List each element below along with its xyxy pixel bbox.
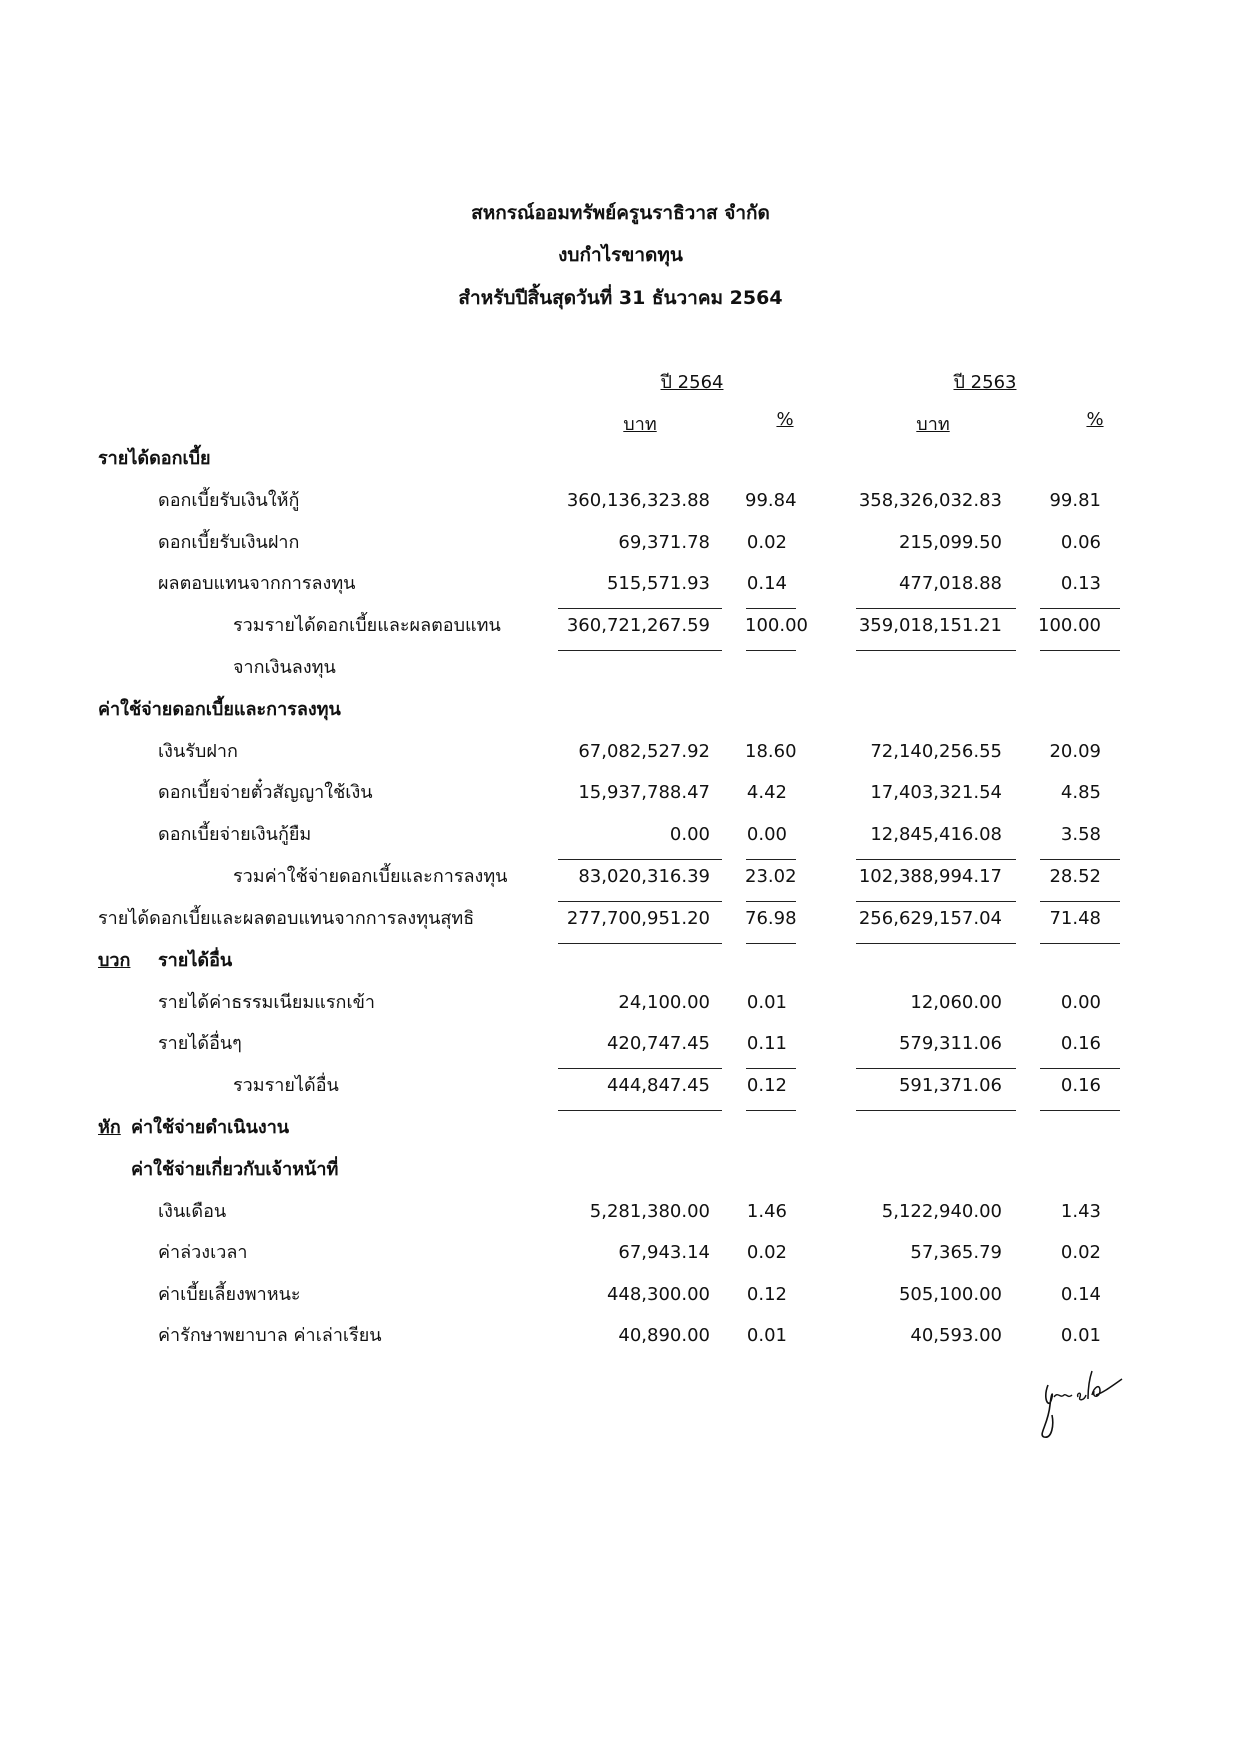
pct-2563: 4.85 — [1060, 782, 1101, 803]
total-row-interest-income — [0, 605, 1241, 647]
row-label: ดอกเบี้ยจ่ายตั๋วสัญญาใช้เงิน — [158, 782, 373, 803]
amount-2563: 215,099.50 — [898, 532, 1002, 553]
pct-2564: 0.11 — [746, 1033, 787, 1054]
section-title: ค่าใช้จ่ายดอกเบี้ยและการลงทุน — [98, 699, 341, 720]
section-interest-income — [0, 438, 1241, 480]
amount-2564: 67,082,527.92 — [578, 741, 710, 762]
col-pct-2563: % — [1086, 409, 1104, 430]
row-label: รายได้อื่นๆ — [158, 1033, 242, 1054]
amount-2563: 579,311.06 — [898, 1033, 1002, 1054]
row-label: ดอกเบี้ยรับเงินฝาก — [158, 532, 300, 553]
pct-2563: 0.06 — [1060, 532, 1101, 553]
pct-2564: 99.84 — [745, 490, 797, 511]
amount-2563: 17,403,321.54 — [870, 782, 1002, 803]
amount-2563: 102,388,994.17 — [858, 866, 1002, 887]
section-interest-expense — [0, 689, 1241, 731]
pct-2564: 0.12 — [746, 1284, 787, 1305]
amount-2563: 358,326,032.83 — [858, 490, 1002, 511]
pct-2564: 0.01 — [746, 992, 787, 1013]
total-row-interest-expense — [0, 856, 1241, 898]
row-label: เงินเดือน — [158, 1201, 227, 1222]
amount-2563: 12,060.00 — [910, 992, 1002, 1013]
table-row — [0, 563, 1241, 605]
amount-2564: 69,371.78 — [618, 532, 710, 553]
section-title: รายได้ดอกเบี้ย — [98, 448, 211, 469]
pct-2563: 100.00 — [1038, 615, 1101, 636]
section-title: รายได้อื่น — [158, 950, 233, 971]
row-label: เงินรับฝาก — [158, 741, 238, 762]
pct-2563: 3.58 — [1060, 824, 1101, 845]
row-label: รวมรายได้อื่น — [233, 1075, 339, 1096]
total-row-other-income — [0, 1065, 1241, 1107]
signature-icon — [1030, 1365, 1130, 1440]
pct-2564: 4.42 — [746, 782, 787, 803]
amount-2563: 40,593.00 — [910, 1325, 1002, 1346]
amount-2563: 505,100.00 — [898, 1284, 1002, 1305]
section-prefix-less: หัก — [98, 1117, 121, 1138]
pct-2563: 20.09 — [1049, 741, 1101, 762]
col-baht-2563: บาท — [916, 414, 950, 435]
amount-2564: 448,300.00 — [606, 1284, 710, 1305]
table-row — [0, 1023, 1241, 1065]
row-label: ค่าล่วงเวลา — [158, 1242, 248, 1263]
pct-2563: 0.16 — [1060, 1075, 1101, 1096]
row-label: ค่าเบี้ยเลี้ยงพาหนะ — [158, 1284, 301, 1305]
subsection-staff-expense — [0, 1149, 1241, 1191]
amount-2563: 256,629,157.04 — [858, 908, 1002, 929]
pct-2564: 0.01 — [746, 1325, 787, 1346]
org-name: สหกรณ์ออมทรัพย์ครูนราธิวาส จำกัด — [471, 202, 770, 224]
table-row — [0, 982, 1241, 1024]
row-label: ดอกเบี้ยจ่ายเงินกู้ยืม — [158, 824, 312, 845]
table-row — [0, 1191, 1241, 1233]
amount-2564: 277,700,951.20 — [566, 908, 710, 929]
statement-period: สำหรับปีสิ้นสุดวันที่ 31 ธันวาคม 2564 — [458, 287, 783, 309]
pct-2563: 1.43 — [1060, 1201, 1101, 1222]
table-row — [0, 814, 1241, 856]
table-row — [0, 731, 1241, 773]
amount-2564: 515,571.93 — [606, 573, 710, 594]
pct-2563: 0.00 — [1060, 992, 1101, 1013]
amount-2564: 83,020,316.39 — [578, 866, 710, 887]
col-year-2564: ปี 2564 — [660, 372, 724, 393]
pct-2563: 0.16 — [1060, 1033, 1101, 1054]
amount-2563: 72,140,256.55 — [870, 741, 1002, 762]
table-row — [0, 1315, 1241, 1357]
pct-2564: 0.14 — [746, 573, 787, 594]
statement-title: งบกำไรขาดทุน — [558, 244, 683, 266]
amount-2564: 15,937,788.47 — [578, 782, 710, 803]
pct-2563: 0.01 — [1060, 1325, 1101, 1346]
row-label: ดอกเบี้ยรับเงินให้กู้ — [158, 490, 300, 511]
row-label: จากเงินลงทุน — [233, 657, 336, 678]
amount-2564: 420,747.45 — [606, 1033, 710, 1054]
row-label: รวมรายได้ดอกเบี้ยและผลตอบแทน — [233, 615, 501, 636]
pct-2563: 28.52 — [1049, 866, 1101, 887]
section-other-income — [0, 940, 1241, 982]
amount-2564: 360,721,267.59 — [566, 615, 710, 636]
pct-2563: 0.02 — [1060, 1242, 1101, 1263]
amount-2563: 477,018.88 — [898, 573, 1002, 594]
table-row — [0, 480, 1241, 522]
table-row — [0, 1274, 1241, 1316]
pct-2564: 18.60 — [745, 741, 797, 762]
pct-2563: 71.48 — [1049, 908, 1101, 929]
amount-2564: 24,100.00 — [618, 992, 710, 1013]
amount-2563: 591,371.06 — [898, 1075, 1002, 1096]
pct-2564: 1.46 — [746, 1201, 787, 1222]
section-operating-expense — [0, 1107, 1241, 1149]
row-label: ค่ารักษาพยาบาล ค่าเล่าเรียน — [158, 1325, 382, 1346]
amount-2564: 40,890.00 — [618, 1325, 710, 1346]
amount-2564: 360,136,323.88 — [566, 490, 710, 511]
table-row — [0, 772, 1241, 814]
pct-2564: 0.02 — [746, 1242, 787, 1263]
row-label: รายได้ดอกเบี้ยและผลตอบแทนจากการลงทุนสุทธิ — [98, 908, 475, 929]
amount-2563: 359,018,151.21 — [858, 615, 1002, 636]
col-year-2563: ปี 2563 — [953, 372, 1017, 393]
pct-2564: 0.02 — [746, 532, 787, 553]
pct-2564: 0.00 — [746, 824, 787, 845]
subsection-title: ค่าใช้จ่ายเกี่ยวกับเจ้าหน้าที่ — [131, 1159, 339, 1180]
pct-2564: 23.02 — [745, 866, 797, 887]
amount-2564: 0.00 — [669, 824, 710, 845]
row-label: รายได้ค่าธรรมเนียมแรกเข้า — [158, 992, 376, 1013]
amount-2564: 67,943.14 — [618, 1242, 710, 1263]
col-pct-2564: % — [776, 409, 794, 430]
table-row — [0, 1232, 1241, 1274]
pct-2563: 0.14 — [1060, 1284, 1101, 1305]
net-interest-row — [0, 898, 1241, 940]
total-row-continuation — [0, 647, 1241, 689]
table-row — [0, 522, 1241, 564]
amount-2563: 5,122,940.00 — [881, 1201, 1002, 1222]
amount-2564: 5,281,380.00 — [589, 1201, 710, 1222]
pct-2564: 100.00 — [745, 615, 808, 636]
row-label: รวมค่าใช้จ่ายดอกเบี้ยและการลงทุน — [233, 866, 508, 887]
section-title: ค่าใช้จ่ายดำเนินงาน — [131, 1117, 290, 1138]
pct-2563: 99.81 — [1049, 490, 1101, 511]
amount-2564: 444,847.45 — [606, 1075, 710, 1096]
pct-2564: 76.98 — [745, 908, 797, 929]
row-label: ผลตอบแทนจากการลงทุน — [158, 573, 356, 594]
section-prefix-add: บวก — [98, 950, 131, 971]
amount-2563: 12,845,416.08 — [870, 824, 1002, 845]
pct-2563: 0.13 — [1060, 573, 1101, 594]
amount-2563: 57,365.79 — [910, 1242, 1002, 1263]
pct-2564: 0.12 — [746, 1075, 787, 1096]
col-baht-2564: บาท — [623, 414, 657, 435]
